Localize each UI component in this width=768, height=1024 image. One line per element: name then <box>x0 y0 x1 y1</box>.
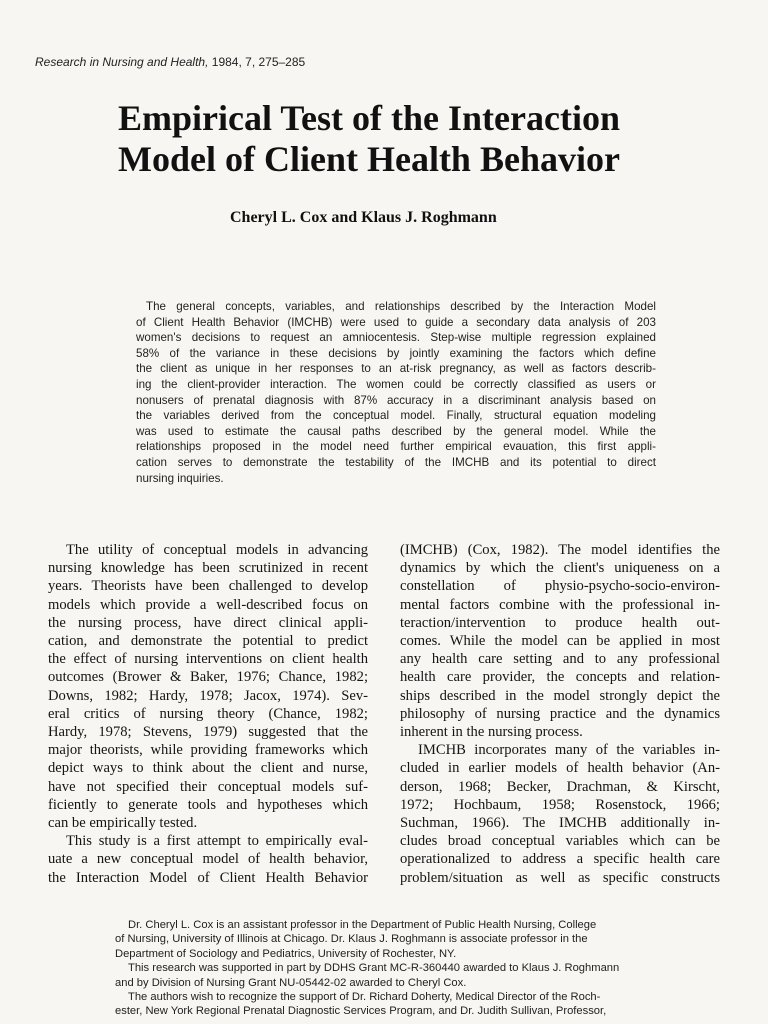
author-list: Cheryl L. Cox and Klaus J. Roghmann <box>230 209 497 226</box>
body-line: dynamics by which the client's uniqueness on a <box>400 560 720 577</box>
abstract-line: 58% of the variance in these decisions by jointly examining the factors which define <box>136 346 656 360</box>
abstract-line: women's decisions to request an amniocentesis. Step-wise multiple regression explained <box>136 331 656 345</box>
body-line: Suchman, 1966). The IMCHB additionally in- <box>400 815 720 832</box>
running-head <box>35 55 305 69</box>
article-title <box>118 98 718 180</box>
abstract-line: the client as unique in her responses to an at-risk pregnancy, as well as factors describ- <box>136 362 656 376</box>
abstract-line: The general concepts, variables, and relationships described by the Interaction Model <box>146 300 656 313</box>
body-line: operationalized to address a specific health care <box>400 851 720 868</box>
body-line: comes. While the model can be applied in most <box>400 633 720 650</box>
footnote-line: The authors wish to recognize the support of Dr. Richard Doherty, Medical Director of the Roch- <box>128 991 601 1004</box>
body-line: major theorists, while providing frameworks which <box>48 742 368 759</box>
body-line: cludes broad conceptual variables which can be <box>400 833 720 850</box>
body-line: cluded in earlier models of health behavior (An- <box>400 760 720 777</box>
footnote-line: This research was supported in part by DDHS Grant MC-R-360440 awarded to Klaus J. Roghmann <box>128 962 620 975</box>
body-line: mental factors combine with the professional in- <box>400 596 720 613</box>
body-line: uate a new conceptual model of health behavior, <box>48 851 368 868</box>
footnote-line: and by Division of Nursing Grant NU-05442-02 awarded to Cheryl Cox. <box>115 976 467 989</box>
body-line: teraction/intervention to produce health out- <box>400 614 720 631</box>
body-line: Downs, 1982; Hardy, 1978; Jacox, 1974). Sev- <box>48 687 368 704</box>
body-line: (IMCHB) (Cox, 1982). The model identifies the <box>400 542 720 558</box>
body-line: IMCHB incorporates many of the variables in- <box>418 742 720 759</box>
abstract-line: nursing inquiries. <box>136 471 224 485</box>
body-column-right <box>400 541 720 887</box>
abstract-line: ing the client-provider interaction. The women could be correctly classified as users or <box>136 377 656 391</box>
body-line: ficiently to generate tools and hypotheses which <box>48 796 368 813</box>
body-line: constellation of physio-psycho-socio-environ- <box>400 578 720 595</box>
body-line: ships described in the model strongly depict the <box>400 687 720 704</box>
body-line: the nursing process, have direct clinical appli- <box>48 614 368 631</box>
body-line: depict ways to think about the client and nurse, <box>48 760 368 777</box>
body-line: derson, 1968; Becker, Drachman, & Kirscht, <box>400 778 720 795</box>
abstract <box>136 299 656 486</box>
body-line: the Interaction Model of Client Health Behavior <box>48 869 368 886</box>
body-line: eral critics of nursing theory (Chance, 1982; <box>48 705 368 722</box>
abstract-line: cation serves to demonstrate the testability of the IMCHB and its potential to direct <box>136 455 656 469</box>
body-line: have not specified their conceptual models suf- <box>48 778 368 795</box>
body-line: problem/situation as well as specific constructs <box>400 869 720 886</box>
body-line: the effect of nursing interventions on client health <box>48 651 368 668</box>
body-line: years. Theorists have been challenged to develop <box>48 578 368 595</box>
abstract-line: of Client Health Behavior (IMCHB) were used to guide a secondary data analysis of 203 <box>136 315 656 329</box>
body-line: nursing knowledge has been scrutinized in recent <box>48 560 368 577</box>
body-line: inherent in the nursing process. <box>400 724 583 741</box>
body-line: philosophy of nursing practice and the dynamics <box>400 705 720 722</box>
footnote-line: Dr. Cheryl L. Cox is an assistant professor in the Department of Public Health Nursing, College <box>128 919 597 931</box>
body-line: 1972; Hochbaum, 1958; Rosenstock, 1966; <box>400 796 720 813</box>
body-line: Hardy, 1978; Stevens, 1979) suggested that the <box>48 724 368 741</box>
footnote-line: of Nursing, University of Illinois at Chicago. Dr. Klaus J. Roghmann is associate professor in the <box>115 933 588 946</box>
body-column-left <box>48 541 368 887</box>
abstract-line: the variables derived from the conceptual model. Finally, structural equation modeling <box>136 409 656 423</box>
body-line: outcomes (Brower & Baker, 1976; Chance, 1982; <box>48 669 368 686</box>
abstract-line: nonusers of prenatal diagnosis with 87% accuracy in a discriminant analysis based on <box>136 393 656 407</box>
body-line: can be empirically tested. <box>48 815 198 832</box>
body-line: The utility of conceptual models in advancing <box>66 542 368 558</box>
abstract-line: was used to estimate the causal paths described by the general model. While the <box>136 424 656 438</box>
body-line: models which provide a well-described focus on <box>48 596 368 613</box>
title-line: Empirical Test of the Interaction <box>118 98 620 138</box>
footnote-line: Department of Sociology and Pediatrics, University of Rochester, NY. <box>115 947 457 960</box>
body-line: cation, and demonstrate the potential to predict <box>48 633 368 650</box>
footnote-line: ester, New York Regional Prenatal Diagnostic Services Program, and Dr. Judith Sullivan, Professor, <box>115 1005 607 1018</box>
body-line: This study is a first attempt to empirically eval- <box>66 833 368 850</box>
abstract-line: relationships proposed in the model need further empirical evauation, this first appli- <box>136 440 656 454</box>
volume-citation: 1984, 7, 275–285 <box>211 55 306 69</box>
body-line: health care provider, the concepts and relation- <box>400 669 720 686</box>
journal-name: Research in Nursing and Health, <box>35 55 209 69</box>
body-line: any health care setting and to any professional <box>400 651 720 668</box>
title-line: Model of Client Health Behavior <box>118 139 620 179</box>
footnote <box>115 918 660 1019</box>
